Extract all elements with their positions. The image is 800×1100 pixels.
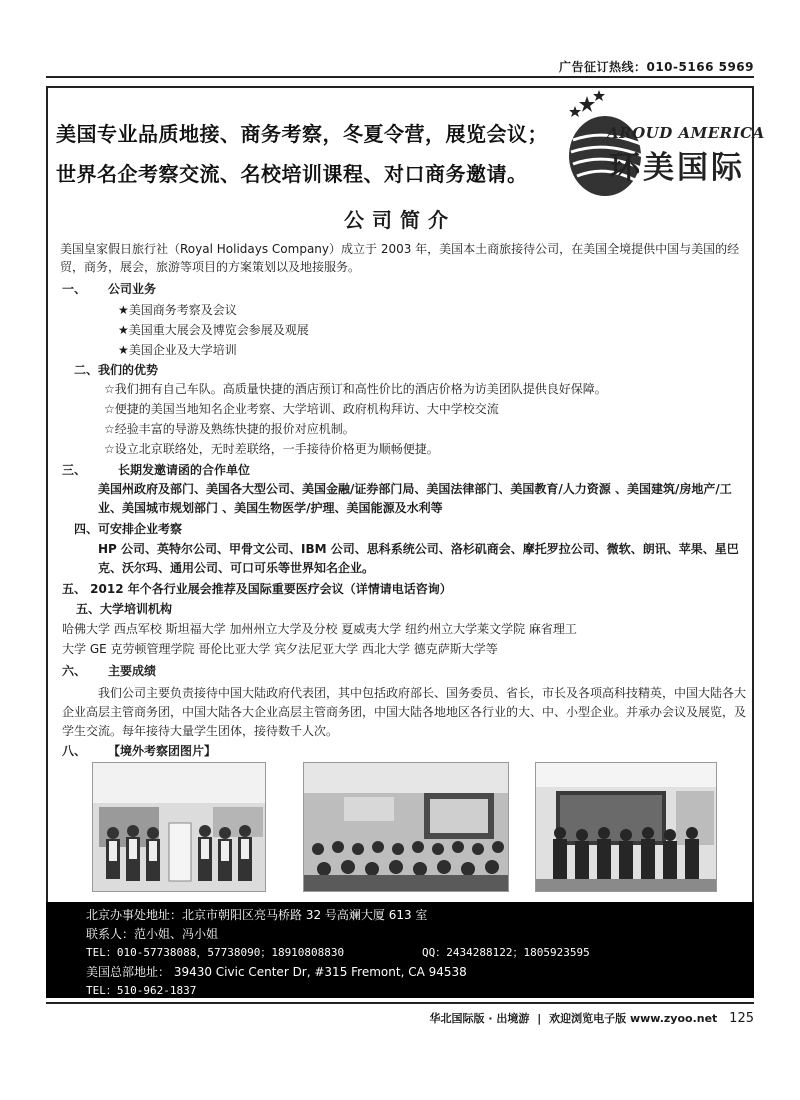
headline-line-2: 世界名企考察交流、名校培训课程、对口商务邀请。 — [56, 162, 528, 186]
section-3-number: 三、 — [62, 463, 87, 477]
university-list-line-2: 大学 GE 克劳顿管理学院 哥伦比亚大学 宾夕法尼亚大学 西北大学 德克萨斯大学等 — [62, 642, 498, 656]
section-6-number: 六、 — [62, 664, 87, 678]
top-divider — [46, 76, 754, 78]
us-headquarters-address: 美国总部地址： 39430 Civic Center Dr, #315 Fremont, CA 94538 — [86, 965, 467, 979]
delegation-photo-1 — [92, 762, 266, 892]
qq-numbers: QQ：2434288122；1805923595 — [422, 946, 590, 959]
delegation-photo-2 — [303, 762, 509, 892]
section-4-body: HP 公司、英特尔公司、甲骨文公司、IBM 公司、思科系统公司、洛杉矶商会、摩托罗拉公司、微软、朗讯、苹果、星巴克、沃尔玛、通用公司、可口可乐等世界知名企业。 — [98, 542, 739, 575]
publication-separator: | — [537, 1012, 542, 1025]
contact-persons: 联系人：范小姐、冯小姐 — [86, 927, 219, 941]
ad-hotline: 广告征订热线：010-5166 5969 — [558, 60, 754, 74]
bottom-divider — [46, 1002, 754, 1004]
publication-tagline: 欢迎浏览电子版 www.zyoo.net — [549, 1012, 718, 1025]
publication-footer — [430, 1010, 754, 1026]
section-2-item: ☆设立北京联络处，无时差联络，一手接待价格更为顺畅便捷。 — [104, 442, 439, 456]
section-4-title: 四、可安排企业考察 — [74, 522, 183, 536]
section-1-item: ★美国商务考察及会议 — [118, 303, 237, 317]
section-2-title: 二、我们的优势 — [74, 363, 159, 377]
section-2-item: ☆经验丰富的导游及熟练快捷的报价对应机制。 — [104, 422, 355, 436]
page-number: 125 — [729, 1011, 754, 1026]
section-1-title: 公司业务 — [108, 282, 157, 296]
section-2-item: ☆便捷的美国当地知名企业考察、大学培训、政府机构拜访、大中学校交流 — [104, 402, 499, 416]
us-phone: TEL：510-962-1837 — [86, 984, 197, 997]
section-8-title: 【境外考察团图片】 — [108, 744, 217, 758]
company-logo — [565, 88, 765, 200]
section-3-body: 美国州政府及部门、美国各大型公司、美国金融/证券部门局、美国法律部门、美国教育/人力资源 、美国建筑/房地产/工业、美国城市规划部门 、美国生物医学/护理、美国能源及水利等 — [98, 482, 732, 515]
section-1-item: ★美国企业及大学培训 — [118, 343, 237, 357]
company-intro-text: 美国皇家假日旅行社（Royal Holidays Company）成立于 2003 年，美国本土商旅接待公司，在美国全境提供中国与美国的经贸，商务，展会，旅游等项目的方案策划以及地接服务。 — [60, 242, 740, 274]
section-3-title: 长期发邀请函的合作单位 — [118, 463, 251, 477]
section-5-text: 五、 2012 年个各行业展会推荐及国际重要医疗会议（详情请电话咨询） — [62, 582, 452, 596]
logo-chinese-name: 环美国际 — [609, 150, 745, 186]
section-6-title: 主要成绩 — [108, 664, 157, 678]
publication-name: 华北国际版 · 出境游 — [429, 1012, 530, 1025]
section-1-number: 一、 — [62, 282, 87, 296]
university-list-line-1: 哈佛大学 西点军校 斯坦福大学 加州州立大学及分校 夏威夷大学 纽约州立大学莱文学院 麻省理工 — [62, 622, 577, 636]
contact-info-bar — [46, 902, 754, 998]
beijing-phone: TEL：010-57738088，57738090；18910808830 — [86, 946, 345, 959]
beijing-office-address: 北京办事处地址：北京市朝阳区亮马桥路 32 号高斓大厦 613 室 — [86, 908, 428, 922]
headline-line-1: 美国专业品质地接、商务考察，冬夏令营，展览会议； — [56, 122, 548, 146]
delegation-photo-3 — [535, 762, 717, 892]
section-5b-title: 五、大学培训机构 — [76, 602, 173, 616]
section-1-item: ★美国重大展会及博览会参展及观展 — [118, 323, 309, 337]
section-8-number: 八、 — [62, 744, 87, 758]
section-6-body: 我们公司主要负责接待中国大陆政府代表团，其中包括政府部长、国务委员、省长，市长及各项高科技精英，中国大陆各大企业高层主管商务团，中国大陆各大企业高层主管商务团，中国大陆各地地区各行业的大、中、小型企业。并承办会议及展览，及学生交流。每年接待大量学生团体，接待数千人次。 — [62, 686, 747, 738]
logo-english-name: AROUD AMERICA — [607, 124, 765, 142]
section-2-item: ☆我们拥有自己车队。高质量快捷的酒店预订和高性价比的酒店价格为访美团队提供良好保障。 — [104, 382, 607, 396]
company-intro-title: 公司简介 — [344, 208, 456, 232]
